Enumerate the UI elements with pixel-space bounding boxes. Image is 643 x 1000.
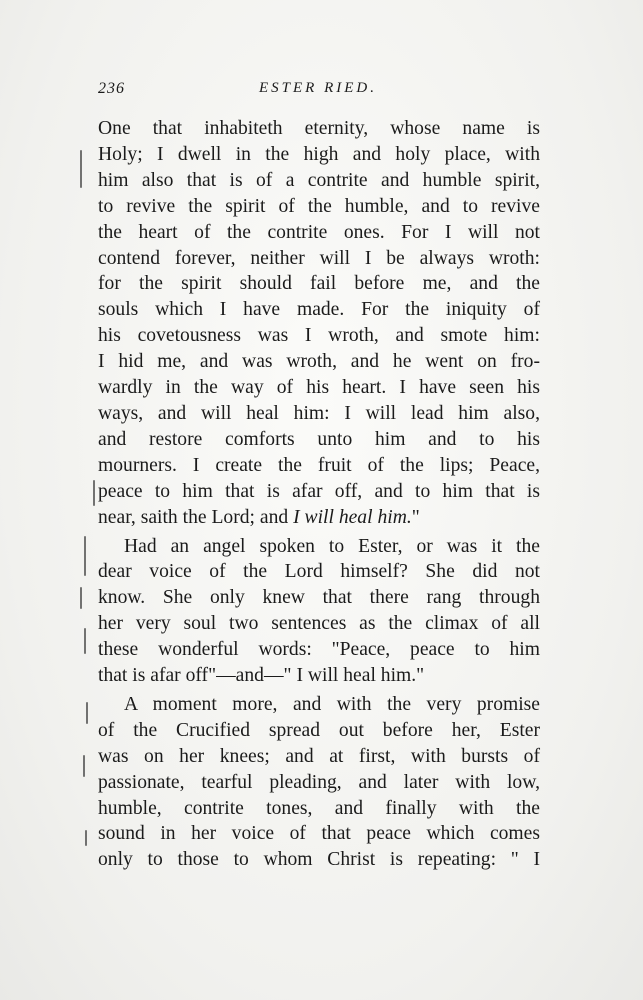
text-line: these wonderful words: "Peace, peace to him <box>98 639 540 661</box>
text-line: Had an angel spoken to Ester, or was it the <box>124 535 540 557</box>
margin-mark <box>80 150 82 188</box>
text-line: that is afar off"—and—" I will heal him." <box>98 665 425 687</box>
text-line: A moment more, and with the very promise <box>124 693 540 715</box>
text-line: ways, and will heal him: I will lead him also, <box>98 402 540 424</box>
margin-mark <box>83 755 85 777</box>
text-span: " <box>411 506 420 528</box>
margin-mark <box>84 628 86 654</box>
text-line: Holy; I dwell in the high and holy place, with <box>98 143 540 165</box>
text-line: his covetousness was I wroth, and smote him: <box>98 325 540 347</box>
text-line: and restore comforts unto him and to his <box>98 428 540 450</box>
text-span: near, saith the Lord; and <box>98 506 294 528</box>
text-line: sound in her voice of that peace which comes <box>98 823 540 845</box>
text-line: was on her knees; and at first, with bursts of <box>98 745 540 767</box>
margin-mark <box>84 536 86 576</box>
text-line: the heart of the contrite ones. For I will not <box>98 221 540 243</box>
text-line: wardly in the way of his heart. I have seen his <box>98 377 540 399</box>
text-line <box>98 505 540 531</box>
margin-mark <box>86 702 88 724</box>
margin-mark <box>85 830 87 846</box>
body-text <box>98 116 540 873</box>
margin-mark <box>93 480 95 506</box>
paragraph-1 <box>98 116 540 531</box>
text-line: to revive the spirit of the humble, and to revive <box>98 195 540 217</box>
margin-mark <box>80 587 82 609</box>
text-line: souls which I have made. For the iniquity of <box>98 299 540 321</box>
text-line: mourners. I create the fruit of the lips; Peace, <box>98 454 540 476</box>
text-line: dear voice of the Lord himself? She did not <box>98 561 540 583</box>
page-number: 236 <box>98 80 125 97</box>
text-line: for the spirit should fail before me, and the <box>98 273 540 295</box>
page-header <box>98 80 538 104</box>
text-line: One that inhabiteth eternity, whose name is <box>98 118 540 139</box>
text-line: know. She only knew that there rang through <box>98 587 540 609</box>
text-line: peace to him that is afar off, and to him that is <box>98 480 540 502</box>
text-line: I hid me, and was wroth, and he went on fro- <box>98 351 540 373</box>
running-title: ESTER RIED. <box>259 80 377 96</box>
paragraph-3 <box>98 692 540 873</box>
text-line: passionate, tearful pleading, and later with low, <box>98 771 540 793</box>
text-line: of the Crucified spread out before her, Ester <box>98 719 540 741</box>
text-line: humble, contrite tones, and finally with the <box>98 797 540 819</box>
text-line: only to those to whom Christ is repeating: " I <box>98 849 540 871</box>
text-line: him also that is of a contrite and humble spirit, <box>98 169 540 191</box>
text-line: contend forever, neither will I be always wroth: <box>98 247 540 269</box>
paragraph-2 <box>98 534 540 689</box>
text-line: her very soul two sentences as the climax of all <box>98 613 540 635</box>
italic-quote: I will heal him. <box>293 506 412 528</box>
